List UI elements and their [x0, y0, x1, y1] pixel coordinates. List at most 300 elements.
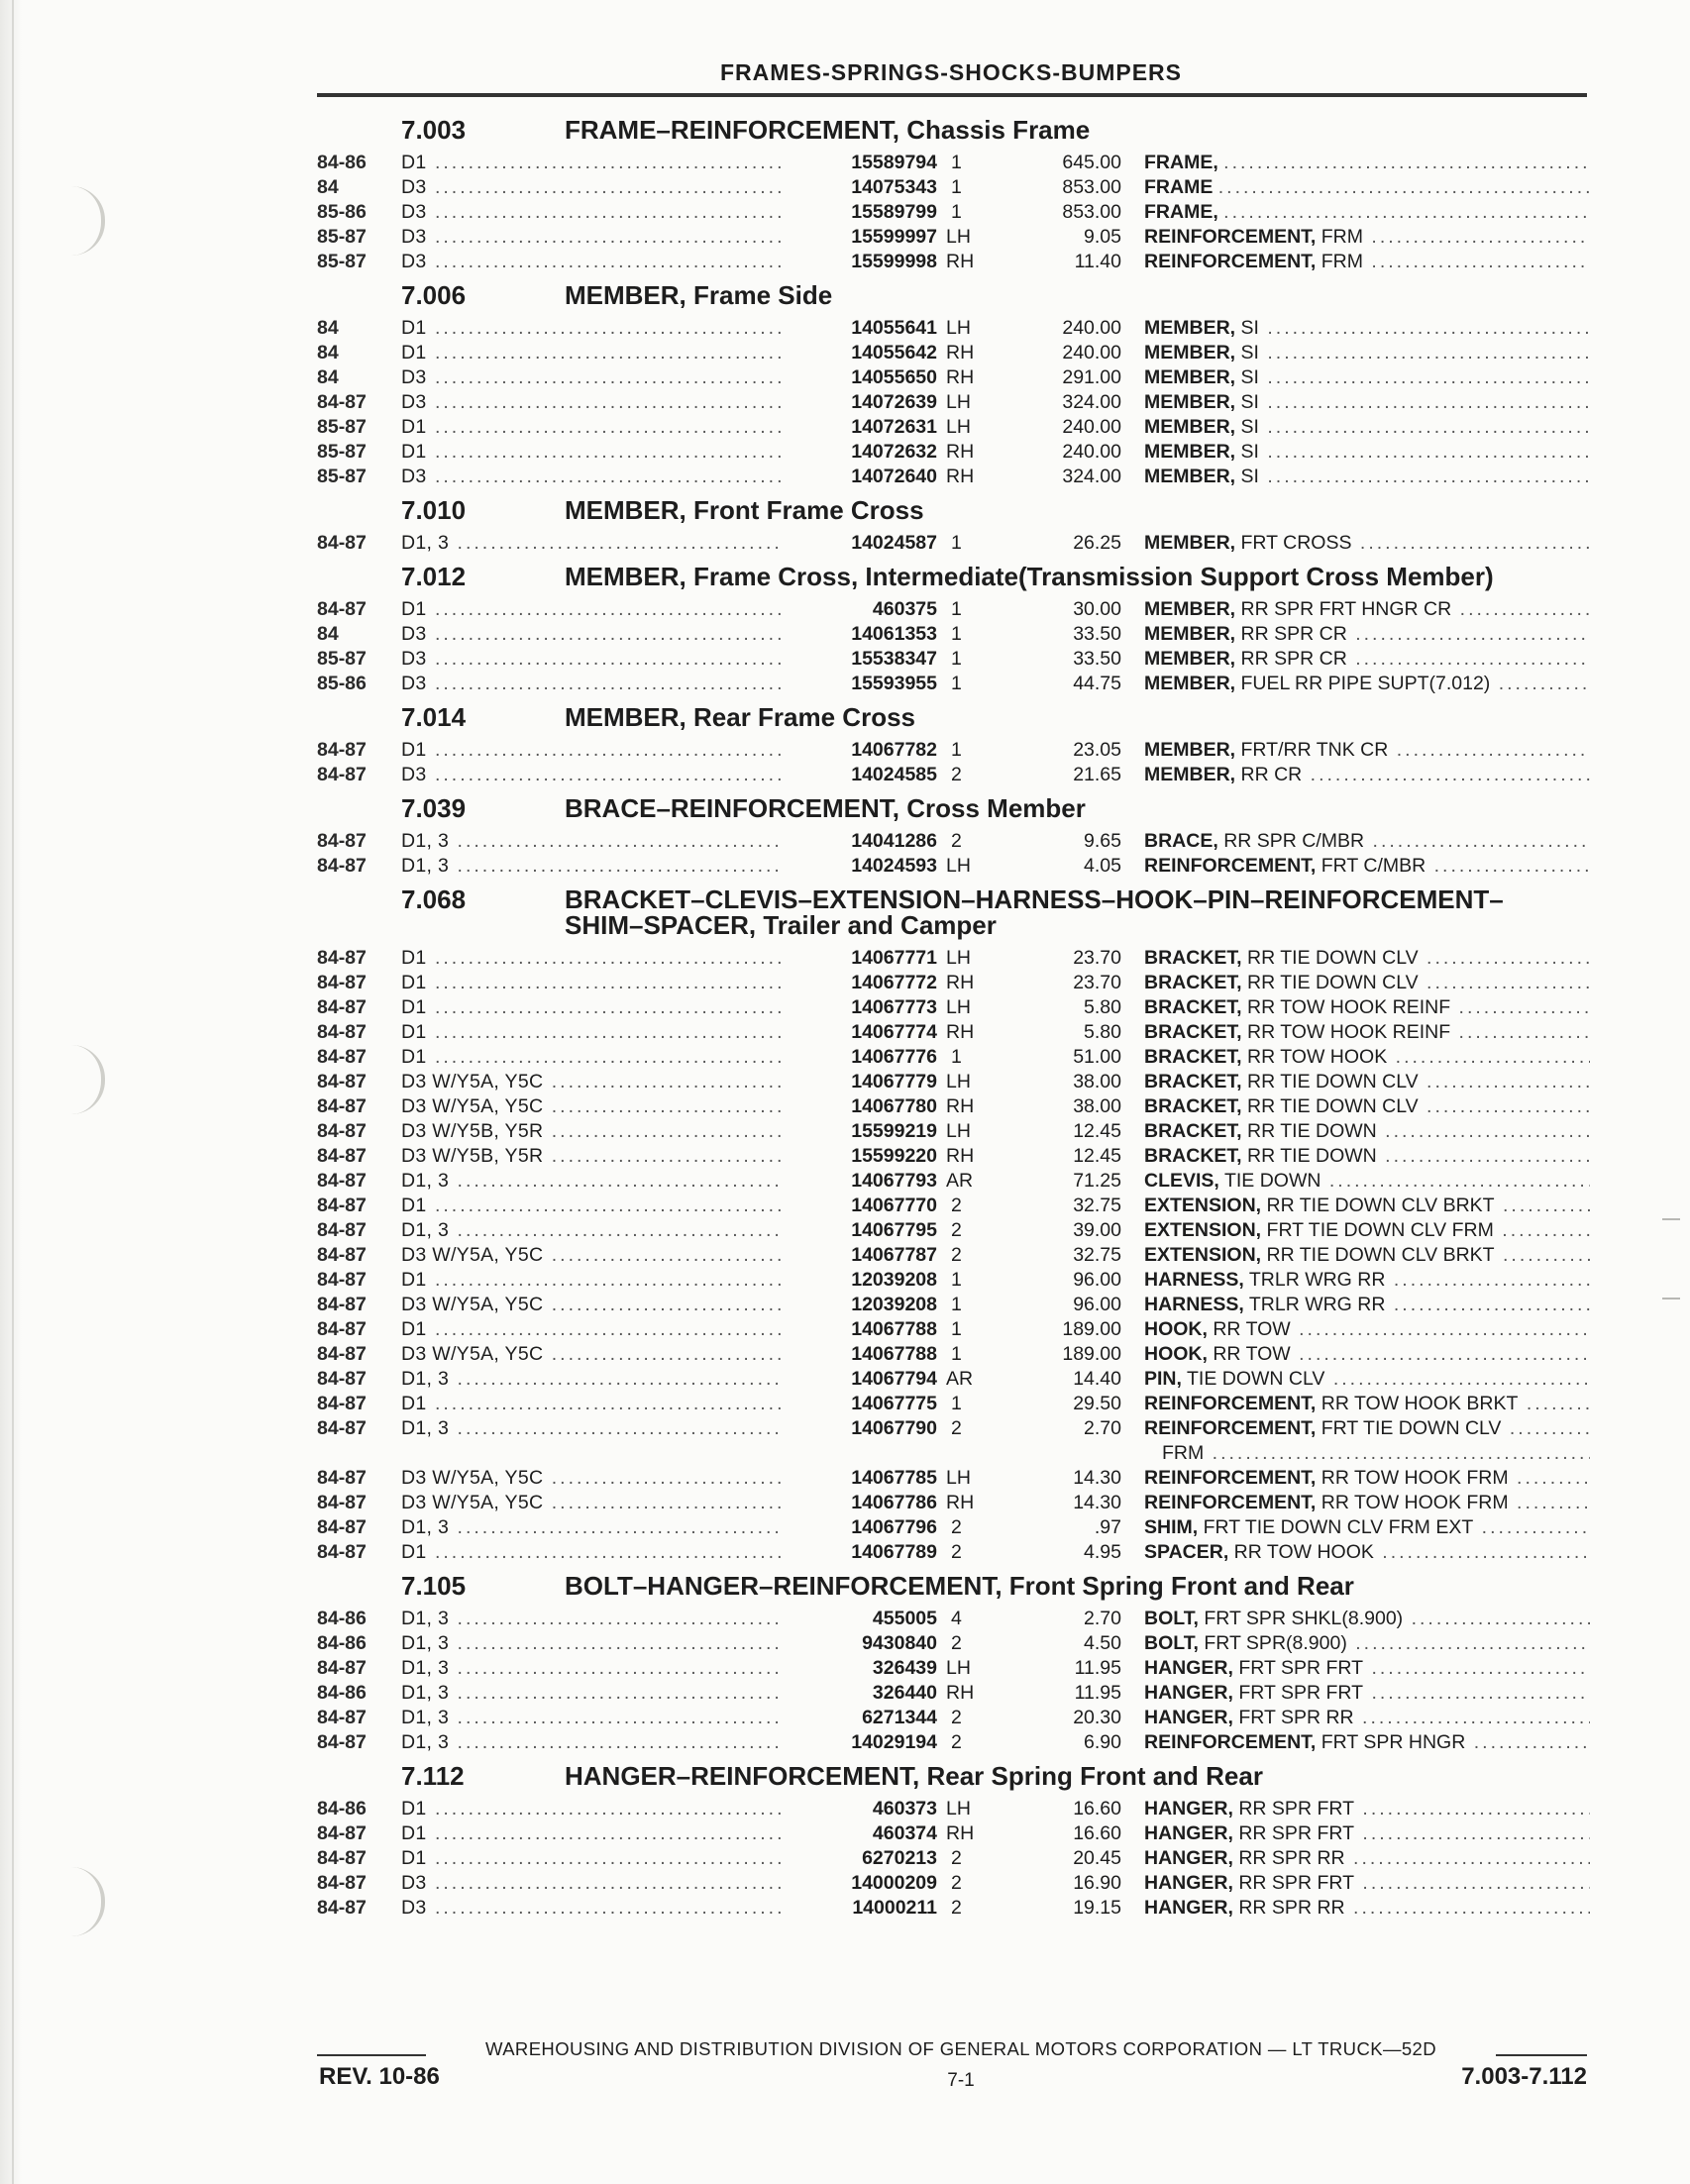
quantity: 2: [951, 1632, 962, 1654]
description-line: [1144, 316, 1590, 341]
section-heading: [317, 1565, 1590, 1607]
part-number: 14067794: [783, 1367, 937, 1392]
quantity: 1: [951, 1318, 962, 1340]
description-line: [1144, 390, 1590, 415]
quantity: LH: [946, 996, 971, 1018]
description-text: FRT TIE DOWN CLV FRM: [1266, 1219, 1494, 1241]
part-row: [317, 647, 1590, 672]
description-noun: HANGER,: [1144, 1707, 1233, 1728]
quantity: LH: [946, 1657, 971, 1679]
description-line: [1144, 1540, 1590, 1565]
model-code: D1, 3 .....: [401, 829, 837, 854]
part-number: 14072639: [783, 390, 937, 415]
section-title: BOLT–HANGER–REINFORCEMENT, Front Spring Front and Rear: [565, 1571, 1354, 1601]
section-number: 7.012: [401, 562, 467, 591]
price: 9.05: [1084, 226, 1121, 248]
description-noun: EXTENSION,: [1144, 1219, 1262, 1241]
description-text: FRT/RR TNK CR: [1240, 739, 1389, 761]
price: 30.00: [1073, 598, 1121, 620]
part-row: [317, 200, 1590, 225]
description-text: FRM: [1320, 251, 1364, 272]
model-years: 84-86: [317, 1682, 367, 1704]
description-line: [1144, 440, 1590, 465]
model-code: D1 .....: [401, 1020, 837, 1045]
part-number: 326439: [783, 1656, 937, 1681]
quantity: LH: [946, 1467, 971, 1489]
part-row: [317, 1871, 1590, 1896]
description-noun: MEMBER,: [1144, 764, 1236, 785]
model-years: 84-87: [317, 1170, 367, 1192]
price: 51.00: [1073, 1046, 1121, 1068]
model-years: 84-87: [317, 1847, 367, 1869]
description: [1144, 365, 1590, 390]
model-code: D1 .....: [401, 1045, 837, 1070]
part-row: [317, 1119, 1590, 1144]
model-years: 84-87: [317, 1095, 367, 1117]
part-number: 460375: [783, 597, 937, 622]
description-text: RR SPR RR: [1238, 1847, 1345, 1869]
description-line: [1144, 1218, 1590, 1243]
model-years: 84-87: [317, 1897, 367, 1919]
model-code: D3 .....: [401, 200, 837, 225]
description: [1144, 465, 1590, 489]
model-years: 84-87: [317, 764, 367, 785]
description: [1144, 200, 1590, 225]
part-number: 14067788: [783, 1342, 937, 1367]
description-line: [1144, 1656, 1590, 1681]
description: [1144, 1045, 1590, 1070]
description-line: [1144, 1681, 1590, 1706]
model-years: 84-87: [317, 1120, 367, 1142]
section-heading: [317, 1755, 1590, 1797]
price: 4.05: [1084, 855, 1121, 877]
part-number: 14055642: [783, 341, 937, 365]
description-line: [1144, 597, 1590, 622]
quantity: 2: [951, 1417, 962, 1439]
description-continuation: FRM .....: [1144, 1441, 1590, 1466]
description-noun: REINFORCEMENT,: [1144, 226, 1317, 248]
price: 189.00: [1062, 1343, 1121, 1365]
description-text: FRT SPR(8.900): [1204, 1632, 1347, 1654]
part-number: 14067785: [783, 1466, 937, 1491]
description: [1144, 1144, 1590, 1169]
description-text: SI: [1240, 416, 1259, 438]
part-number: 14024585: [783, 763, 937, 787]
description: [1144, 225, 1590, 250]
model-years: 84-86: [317, 1798, 367, 1820]
price: 23.70: [1073, 947, 1121, 969]
model-code: D3 .....: [401, 647, 837, 672]
quantity: LH: [946, 947, 971, 969]
description-text: FRT SPR RR: [1238, 1707, 1354, 1728]
description-line: [1144, 1821, 1590, 1846]
model-code: D1 .....: [401, 415, 837, 440]
description-text: RR SPR C/MBR: [1223, 830, 1365, 852]
description-noun: CLEVIS,: [1144, 1170, 1219, 1192]
part-row: [317, 440, 1590, 465]
description-noun: MEMBER,: [1144, 623, 1236, 645]
part-number: 14024593: [783, 854, 937, 879]
price: 4.95: [1084, 1541, 1121, 1563]
part-row: [317, 1317, 1590, 1342]
quantity: 1: [951, 1046, 962, 1068]
description: [1144, 250, 1590, 274]
description-noun: HANGER,: [1144, 1897, 1233, 1919]
price: 291.00: [1062, 366, 1121, 388]
model-code: D3 .....: [401, 365, 837, 390]
description-line: [1144, 415, 1590, 440]
price: .97: [1094, 1516, 1121, 1538]
description-noun: BOLT,: [1144, 1632, 1199, 1654]
part-row: [317, 1392, 1590, 1416]
description-text: FRT SPR SHKL(8.900): [1204, 1608, 1404, 1629]
description-noun: SPACER,: [1144, 1541, 1229, 1563]
part-number: 14075343: [783, 175, 937, 200]
model-code: D1 .....: [401, 1317, 837, 1342]
description-line: [1144, 1466, 1590, 1491]
part-row: [317, 1896, 1590, 1921]
footer-rule: [1496, 2054, 1587, 2056]
model-years: 84-86: [317, 1632, 367, 1654]
part-number: 15599998: [783, 250, 937, 274]
price: 16.60: [1073, 1798, 1121, 1820]
part-row: [317, 531, 1590, 556]
model-code: D1 .....: [401, 1268, 837, 1293]
section-heading: [317, 489, 1590, 531]
model-years: 84-87: [317, 1046, 367, 1068]
model-code: D1, 3 .....: [401, 1656, 837, 1681]
description: [1144, 1515, 1590, 1540]
description: [1144, 440, 1590, 465]
description-text: RR SPR FRT: [1238, 1798, 1354, 1820]
description-text: SI: [1240, 342, 1259, 364]
description-line: [1144, 1119, 1590, 1144]
description-line: [1144, 1392, 1590, 1416]
price: 853.00: [1062, 201, 1121, 223]
section-title: FRAME–REINFORCEMENT, Chassis Frame: [565, 115, 1091, 145]
part-row: [317, 1218, 1590, 1243]
model-code: D1 .....: [401, 971, 837, 995]
page-number: 7-1: [947, 2070, 975, 2091]
part-number: 14067770: [783, 1194, 937, 1218]
quantity: 1: [951, 1269, 962, 1291]
model-years: 84-87: [317, 830, 367, 852]
description-line: [1144, 1169, 1590, 1194]
description-noun: MEMBER,: [1144, 466, 1236, 487]
description-line: [1144, 1607, 1590, 1631]
quantity: 2: [951, 1707, 962, 1728]
price: 19.15: [1073, 1897, 1121, 1919]
description-text: RR TOW HOOK REINF: [1247, 996, 1451, 1018]
model-years: 84-87: [317, 1021, 367, 1043]
description-text: FRT TIE DOWN CLV FRM EXT: [1203, 1516, 1474, 1538]
description-line: [1144, 854, 1590, 879]
part-row: [317, 1681, 1590, 1706]
section-title: HANGER–REINFORCEMENT, Rear Spring Front and Rear: [565, 1761, 1263, 1791]
part-row: [317, 175, 1590, 200]
description: [1144, 531, 1590, 556]
model-years: 84-86: [317, 152, 367, 173]
description-text: FRT CROSS: [1240, 532, 1352, 554]
quantity: 1: [951, 598, 962, 620]
model-years: 85-87: [317, 251, 367, 272]
part-number: 14041286: [783, 829, 937, 854]
description-line: [1144, 1194, 1590, 1218]
model-years: 84-87: [317, 1145, 367, 1167]
part-row: [317, 390, 1590, 415]
description-noun: BRACKET,: [1144, 1071, 1242, 1092]
model-years: 85-87: [317, 648, 367, 670]
part-number: 14067782: [783, 738, 937, 763]
description-noun: BRACKET,: [1144, 996, 1242, 1018]
description-text: TRLR WRG RR: [1248, 1269, 1386, 1291]
model-code: D3 .....: [401, 1896, 837, 1921]
price: 38.00: [1073, 1095, 1121, 1117]
description: [1144, 854, 1590, 879]
section-number: 7.039: [401, 793, 467, 823]
quantity: 2: [951, 1516, 962, 1538]
part-row: [317, 854, 1590, 879]
part-number: 15599997: [783, 225, 937, 250]
description-noun: MEMBER,: [1144, 342, 1236, 364]
description-noun: HANGER,: [1144, 1657, 1233, 1679]
description-noun: REINFORCEMENT,: [1144, 1417, 1317, 1439]
part-row: [317, 1020, 1590, 1045]
description: [1144, 672, 1590, 696]
part-row: [317, 1243, 1590, 1268]
description: [1144, 1656, 1590, 1681]
description: [1144, 1020, 1590, 1045]
description-noun: MEMBER,: [1144, 739, 1236, 761]
price: 20.45: [1073, 1847, 1121, 1869]
part-number: 460373: [783, 1797, 937, 1821]
description-line: [1144, 946, 1590, 971]
description: [1144, 1367, 1590, 1392]
footer-publisher: WAREHOUSING AND DISTRIBUTION DIVISION OF GENERAL MOTORS CORPORATION — LT TRUCK—52D: [485, 2038, 1436, 2059]
price: 240.00: [1062, 317, 1121, 339]
description-line: [1144, 1631, 1590, 1656]
quantity: RH: [946, 972, 975, 993]
description-text: SI: [1240, 391, 1259, 413]
model-code: D3 W/Y5A, Y5C .....: [401, 1094, 837, 1119]
price: 23.70: [1073, 972, 1121, 993]
section-title: MEMBER, Frame Side: [565, 280, 833, 310]
model-years: 84-87: [317, 391, 367, 413]
binder-ring-mark: [71, 186, 105, 256]
part-row: [317, 763, 1590, 787]
section-heading: [317, 556, 1590, 597]
description: [1144, 1317, 1590, 1342]
binder-line: [12, 0, 14, 2184]
quantity: RH: [946, 1145, 975, 1167]
model-years: 84-87: [317, 947, 367, 969]
description-line: [1144, 200, 1590, 225]
price: 2.70: [1084, 1608, 1121, 1629]
section-heading: [317, 109, 1590, 151]
model-code: D3 W/Y5A, Y5C .....: [401, 1293, 837, 1317]
quantity: 1: [951, 673, 962, 694]
description: [1144, 1871, 1590, 1896]
model-code: D1 .....: [401, 1194, 837, 1218]
model-code: D1 .....: [401, 440, 837, 465]
description-text: SI: [1240, 317, 1259, 339]
description-text: FRT SPR FRT: [1238, 1682, 1364, 1704]
part-number: 14055650: [783, 365, 937, 390]
quantity: RH: [946, 1492, 975, 1513]
quantity: RH: [946, 366, 975, 388]
model-code: D1 .....: [401, 1392, 837, 1416]
model-code: D1 .....: [401, 995, 837, 1020]
model-code: D3 W/Y5A, Y5C .....: [401, 1243, 837, 1268]
part-number: 14072632: [783, 440, 937, 465]
price: 12.45: [1073, 1145, 1121, 1167]
description-line: [1144, 1268, 1590, 1293]
part-row: [317, 341, 1590, 365]
part-number: 6270213: [783, 1846, 937, 1871]
description: [1144, 1491, 1590, 1515]
quantity: RH: [946, 251, 975, 272]
part-number: 14067788: [783, 1317, 937, 1342]
description-text: FRT TIE DOWN CLV: [1320, 1417, 1502, 1439]
header-rule: [317, 93, 1587, 97]
part-number: 15599219: [783, 1119, 937, 1144]
description-noun: HANGER,: [1144, 1682, 1233, 1704]
model-code: D1, 3 .....: [401, 854, 837, 879]
part-number: 14067780: [783, 1094, 937, 1119]
model-code: D1, 3 .....: [401, 1416, 837, 1441]
part-row: [317, 1631, 1590, 1656]
model-years: 84: [317, 317, 339, 339]
footer-rule: [317, 2054, 426, 2056]
model-code: D3 .....: [401, 250, 837, 274]
description: [1144, 341, 1590, 365]
section-title: BRACKET–CLEVIS–EXTENSION–HARNESS–HOOK–PIN–REINFORCEMENT–SHIM–SPACER, Trailer and Camper: [565, 884, 1504, 940]
binder-edge: [0, 0, 22, 2184]
quantity: RH: [946, 342, 975, 364]
description-line: [1144, 341, 1590, 365]
quantity: RH: [946, 1822, 975, 1844]
description-noun: REINFORCEMENT,: [1144, 1393, 1317, 1414]
description-line: [1144, 1491, 1590, 1515]
part-number: 460374: [783, 1821, 937, 1846]
description-noun: REINFORCEMENT,: [1144, 251, 1317, 272]
model-years: 84-87: [317, 532, 367, 554]
quantity: 2: [951, 1219, 962, 1241]
description-noun: FRAME,: [1144, 152, 1218, 173]
description-noun: HANGER,: [1144, 1822, 1233, 1844]
part-number: 15538347: [783, 647, 937, 672]
quantity: 1: [951, 201, 962, 223]
part-number: 15593955: [783, 672, 937, 696]
model-years: 84-87: [317, 1417, 367, 1439]
revision-label: REV. 10-86: [319, 2063, 440, 2090]
description-noun: HARNESS,: [1144, 1269, 1244, 1291]
binder-ring-mark: [71, 1045, 105, 1114]
description-noun: MEMBER,: [1144, 598, 1236, 620]
model-code: D1 .....: [401, 597, 837, 622]
description-line: [1144, 1020, 1590, 1045]
description: [1144, 1194, 1590, 1218]
part-number: 14067793: [783, 1169, 937, 1194]
model-years: 84-86: [317, 1608, 367, 1629]
model-years: 84-87: [317, 996, 367, 1018]
price: 96.00: [1073, 1269, 1121, 1291]
part-number: 14067786: [783, 1491, 937, 1515]
description-line: [1144, 1094, 1590, 1119]
description-noun: MEMBER,: [1144, 366, 1236, 388]
quantity: 1: [951, 532, 962, 554]
description-noun: REINFORCEMENT,: [1144, 1492, 1317, 1513]
description-line: [1144, 1896, 1590, 1921]
description-noun: BRACKET,: [1144, 1120, 1242, 1142]
description: [1144, 1094, 1590, 1119]
model-code: D1 .....: [401, 341, 837, 365]
price: 14.30: [1073, 1492, 1121, 1513]
quantity: 2: [951, 1872, 962, 1894]
description-noun: FRAME: [1144, 176, 1214, 198]
part-row: [317, 995, 1590, 1020]
model-years: 84-87: [317, 855, 367, 877]
part-row: [317, 365, 1590, 390]
part-row: [317, 1094, 1590, 1119]
part-row: [317, 1367, 1590, 1392]
part-row: [317, 597, 1590, 622]
model-code: D3 .....: [401, 1871, 837, 1896]
part-row: [317, 1540, 1590, 1565]
description: [1144, 1846, 1590, 1871]
part-row: [317, 1070, 1590, 1094]
description-text: RR TOW HOOK FRM: [1320, 1492, 1509, 1513]
model-code: D1 .....: [401, 946, 837, 971]
model-years: 84-87: [317, 1368, 367, 1390]
part-number: 14067779: [783, 1070, 937, 1094]
price: 20.30: [1073, 1707, 1121, 1728]
description-text: FRT C/MBR: [1320, 855, 1426, 877]
description-line: [1144, 465, 1590, 489]
description-text: RR TIE DOWN: [1247, 1145, 1377, 1167]
part-row: [317, 1607, 1590, 1631]
description-text: RR TIE DOWN CLV BRKT: [1266, 1244, 1495, 1266]
description-noun: REINFORCEMENT,: [1144, 855, 1317, 877]
description-line: [1144, 1706, 1590, 1730]
description-noun: BRACKET,: [1144, 947, 1242, 969]
description-noun: EXTENSION,: [1144, 1195, 1262, 1216]
description-line: [1144, 1045, 1590, 1070]
part-row: [317, 1846, 1590, 1871]
part-number: 14000211: [783, 1896, 937, 1921]
part-number: 14055641: [783, 316, 937, 341]
section-number: 7.014: [401, 702, 467, 732]
part-number: 14067795: [783, 1218, 937, 1243]
description: [1144, 946, 1590, 971]
quantity: 1: [951, 1294, 962, 1315]
model-code: D3 .....: [401, 465, 837, 489]
description-text: TIE DOWN: [1223, 1170, 1321, 1192]
quantity: 1: [951, 1393, 962, 1414]
description: [1144, 763, 1590, 787]
quantity: 2: [951, 764, 962, 785]
price: 39.00: [1073, 1219, 1121, 1241]
model-code: D1, 3 .....: [401, 1730, 837, 1755]
description: [1144, 1540, 1590, 1565]
model-years: 84-87: [317, 1707, 367, 1728]
description-line: [1144, 1797, 1590, 1821]
description-text: RR SPR FRT HNGR CR: [1240, 598, 1452, 620]
section-heading: [317, 696, 1590, 738]
description-text: TRLR WRG RR: [1248, 1294, 1386, 1315]
quantity: AR: [946, 1368, 974, 1390]
model-years: 84-87: [317, 1219, 367, 1241]
